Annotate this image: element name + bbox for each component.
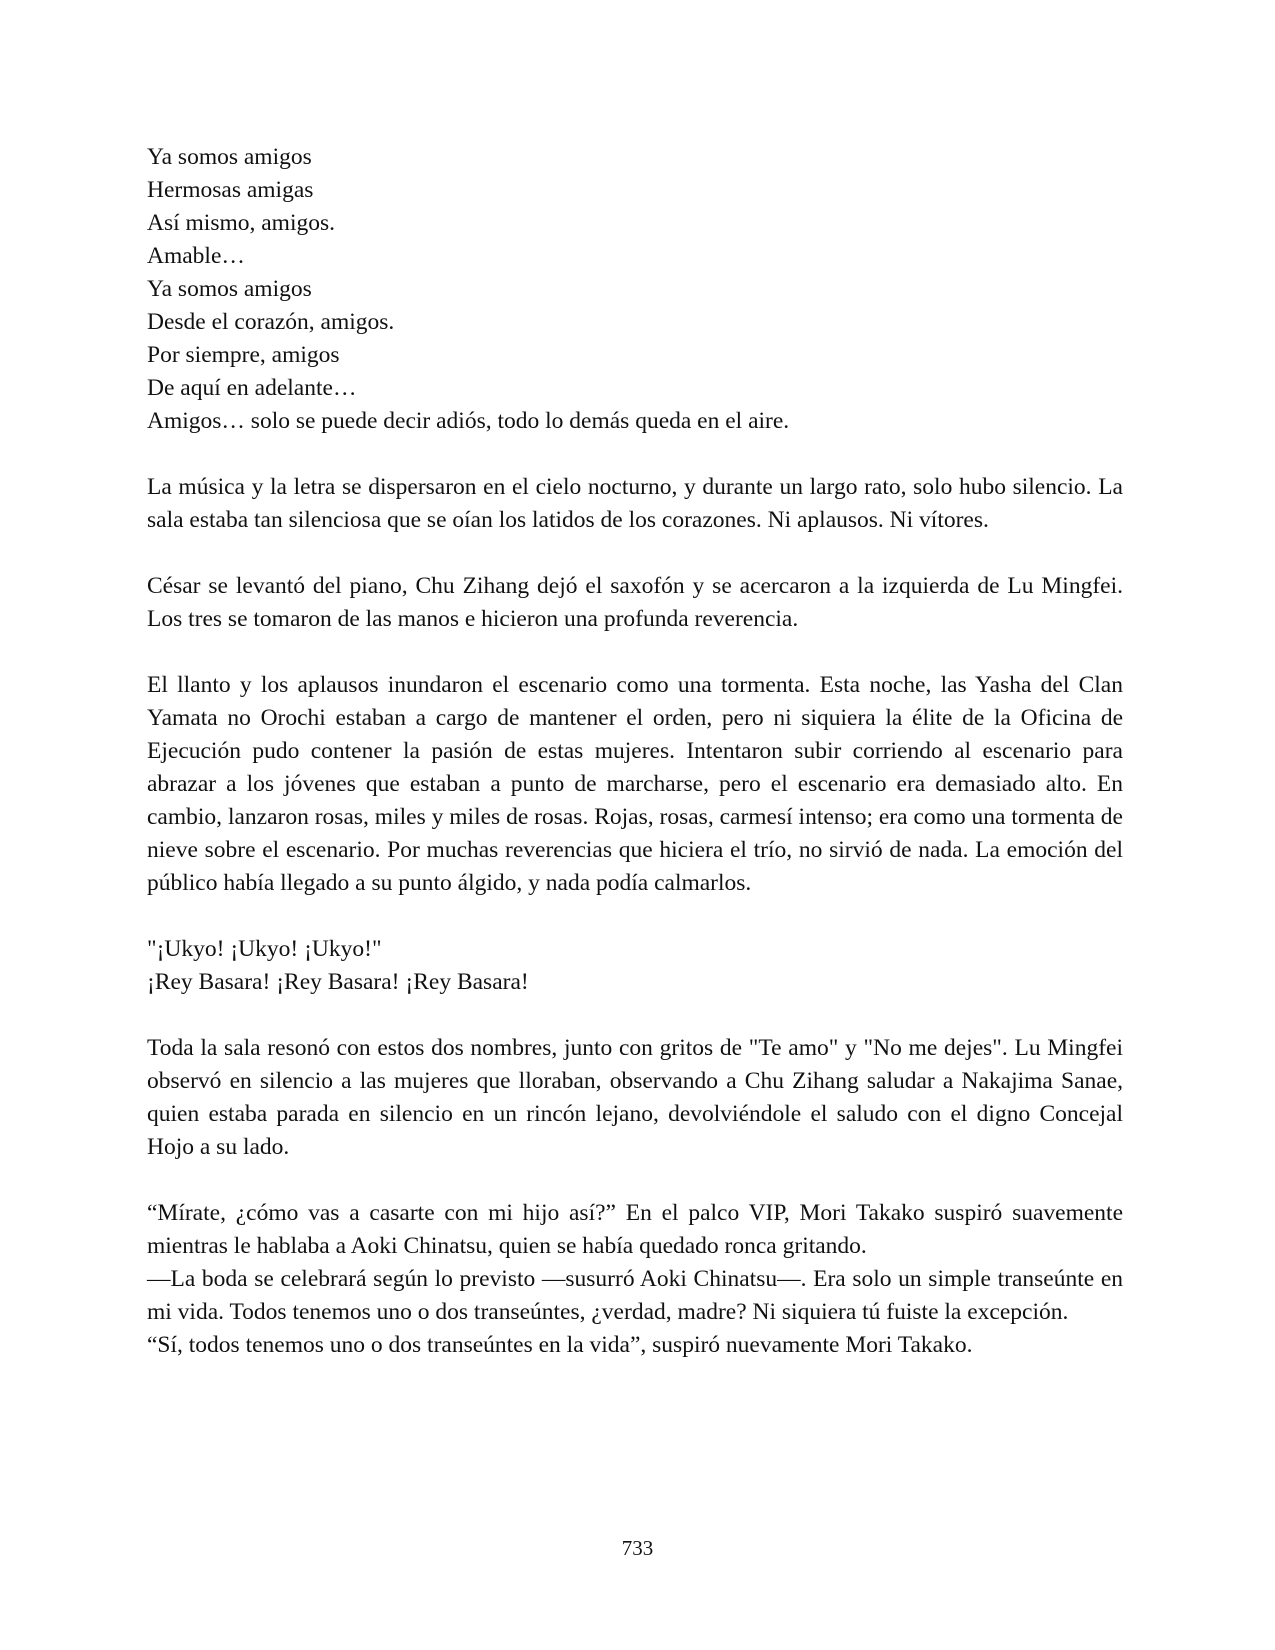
chant-ukyo: "¡Ukyo! ¡Ukyo! ¡Ukyo!" <box>147 936 382 962</box>
poem-line: Así mismo, amigos. <box>147 210 336 236</box>
paragraph-gap <box>147 537 1123 570</box>
paragraph-hall: Toda la sala resonó con estos dos nombres, junto con gritos de "Te amo" y "No me dejes". Lu Mingfei observó en silencio a las mujeres que lloraban, observando a Chu Zihang saludar a Nakajima Sanae, quien estaba parada en silencio en un rincón lejano, devolviéndole el saludo con el digno Concejal Hojo a su lado. <box>147 1035 1123 1160</box>
page-body <box>147 141 1123 1362</box>
poem-line: Por siempre, amigos <box>147 342 340 368</box>
paragraph-gap <box>147 636 1123 669</box>
poem-line: Ya somos amigos <box>147 144 312 170</box>
paragraph-gap <box>147 438 1123 471</box>
paragraph-gap <box>147 900 1123 933</box>
poem-block <box>147 141 1123 438</box>
poem-line: Ya somos amigos <box>147 276 312 302</box>
paragraph-passersby: “Sí, todos tenemos uno o dos transeúntes en la vida”, suspiró nuevamente Mori Takako. <box>147 1332 973 1358</box>
poem-line: De aquí en adelante… <box>147 375 357 401</box>
paragraph-vip-box: “Mírate, ¿cómo vas a casarte con mi hijo así?” En el palco VIP, Mori Takako suspiró suavemente mientras le hablaba a Aoki Chinatsu, quien se había quedado ronca gritando. <box>147 1200 1123 1259</box>
poem-line: Hermosas amigas <box>147 177 314 203</box>
paragraph-gap <box>147 1164 1123 1197</box>
poem-line: Amable… <box>147 243 245 269</box>
chant-basara: ¡Rey Basara! ¡Rey Basara! ¡Rey Basara! <box>147 969 529 995</box>
paragraph-roses: El llanto y los aplausos inundaron el escenario como una tormenta. Esta noche, las Yasha del Clan Yamata no Orochi estaban a cargo de mantener el orden, pero ni siquiera la élite de la Oficina de Ejecución pudo contener la pasión de estas mujeres. Intentaron subir corriendo al escenario para abrazar a los jóvenes que estaban a punto de marcharse, pero el escenario era demasiado alto. En cambio, lanzaron rosas, miles y miles de rosas. Rojas, rosas, carmesí intenso; era como una tormenta de nieve sobre el escenario. Por muchas reverencias que hiciera el trío, no sirvió de nada. La emoción del público había llegado a su punto álgido, y nada podía calmarlos. <box>147 672 1123 896</box>
paragraph-bow: César se levantó del piano, Chu Zihang dejó el saxofón y se acercaron a la izquierda de Lu Mingfei. Los tres se tomaron de las manos e hicieron una profunda reverencia. <box>147 573 1123 632</box>
page-number: 733 <box>621 1536 654 1560</box>
paragraph-wedding: —La boda se celebrará según lo previsto —susurró Aoki Chinatsu—. Era solo un simple transeúnte en mi vida. Todos tenemos uno o dos transeúntes, ¿verdad, madre? Ni siquiera tú fuiste la excepción. <box>147 1266 1123 1325</box>
paragraph-gap <box>147 999 1123 1032</box>
paragraph-silence: La música y la letra se dispersaron en el cielo nocturno, y durante un largo rato, solo hubo silencio. La sala estaba tan silenciosa que se oían los latidos de los corazones. Ni aplausos. Ni vítores. <box>147 474 1123 533</box>
poem-line: Desde el corazón, amigos. <box>147 309 395 335</box>
poem-line: Amigos… solo se puede decir adiós, todo lo demás queda en el aire. <box>147 408 790 434</box>
